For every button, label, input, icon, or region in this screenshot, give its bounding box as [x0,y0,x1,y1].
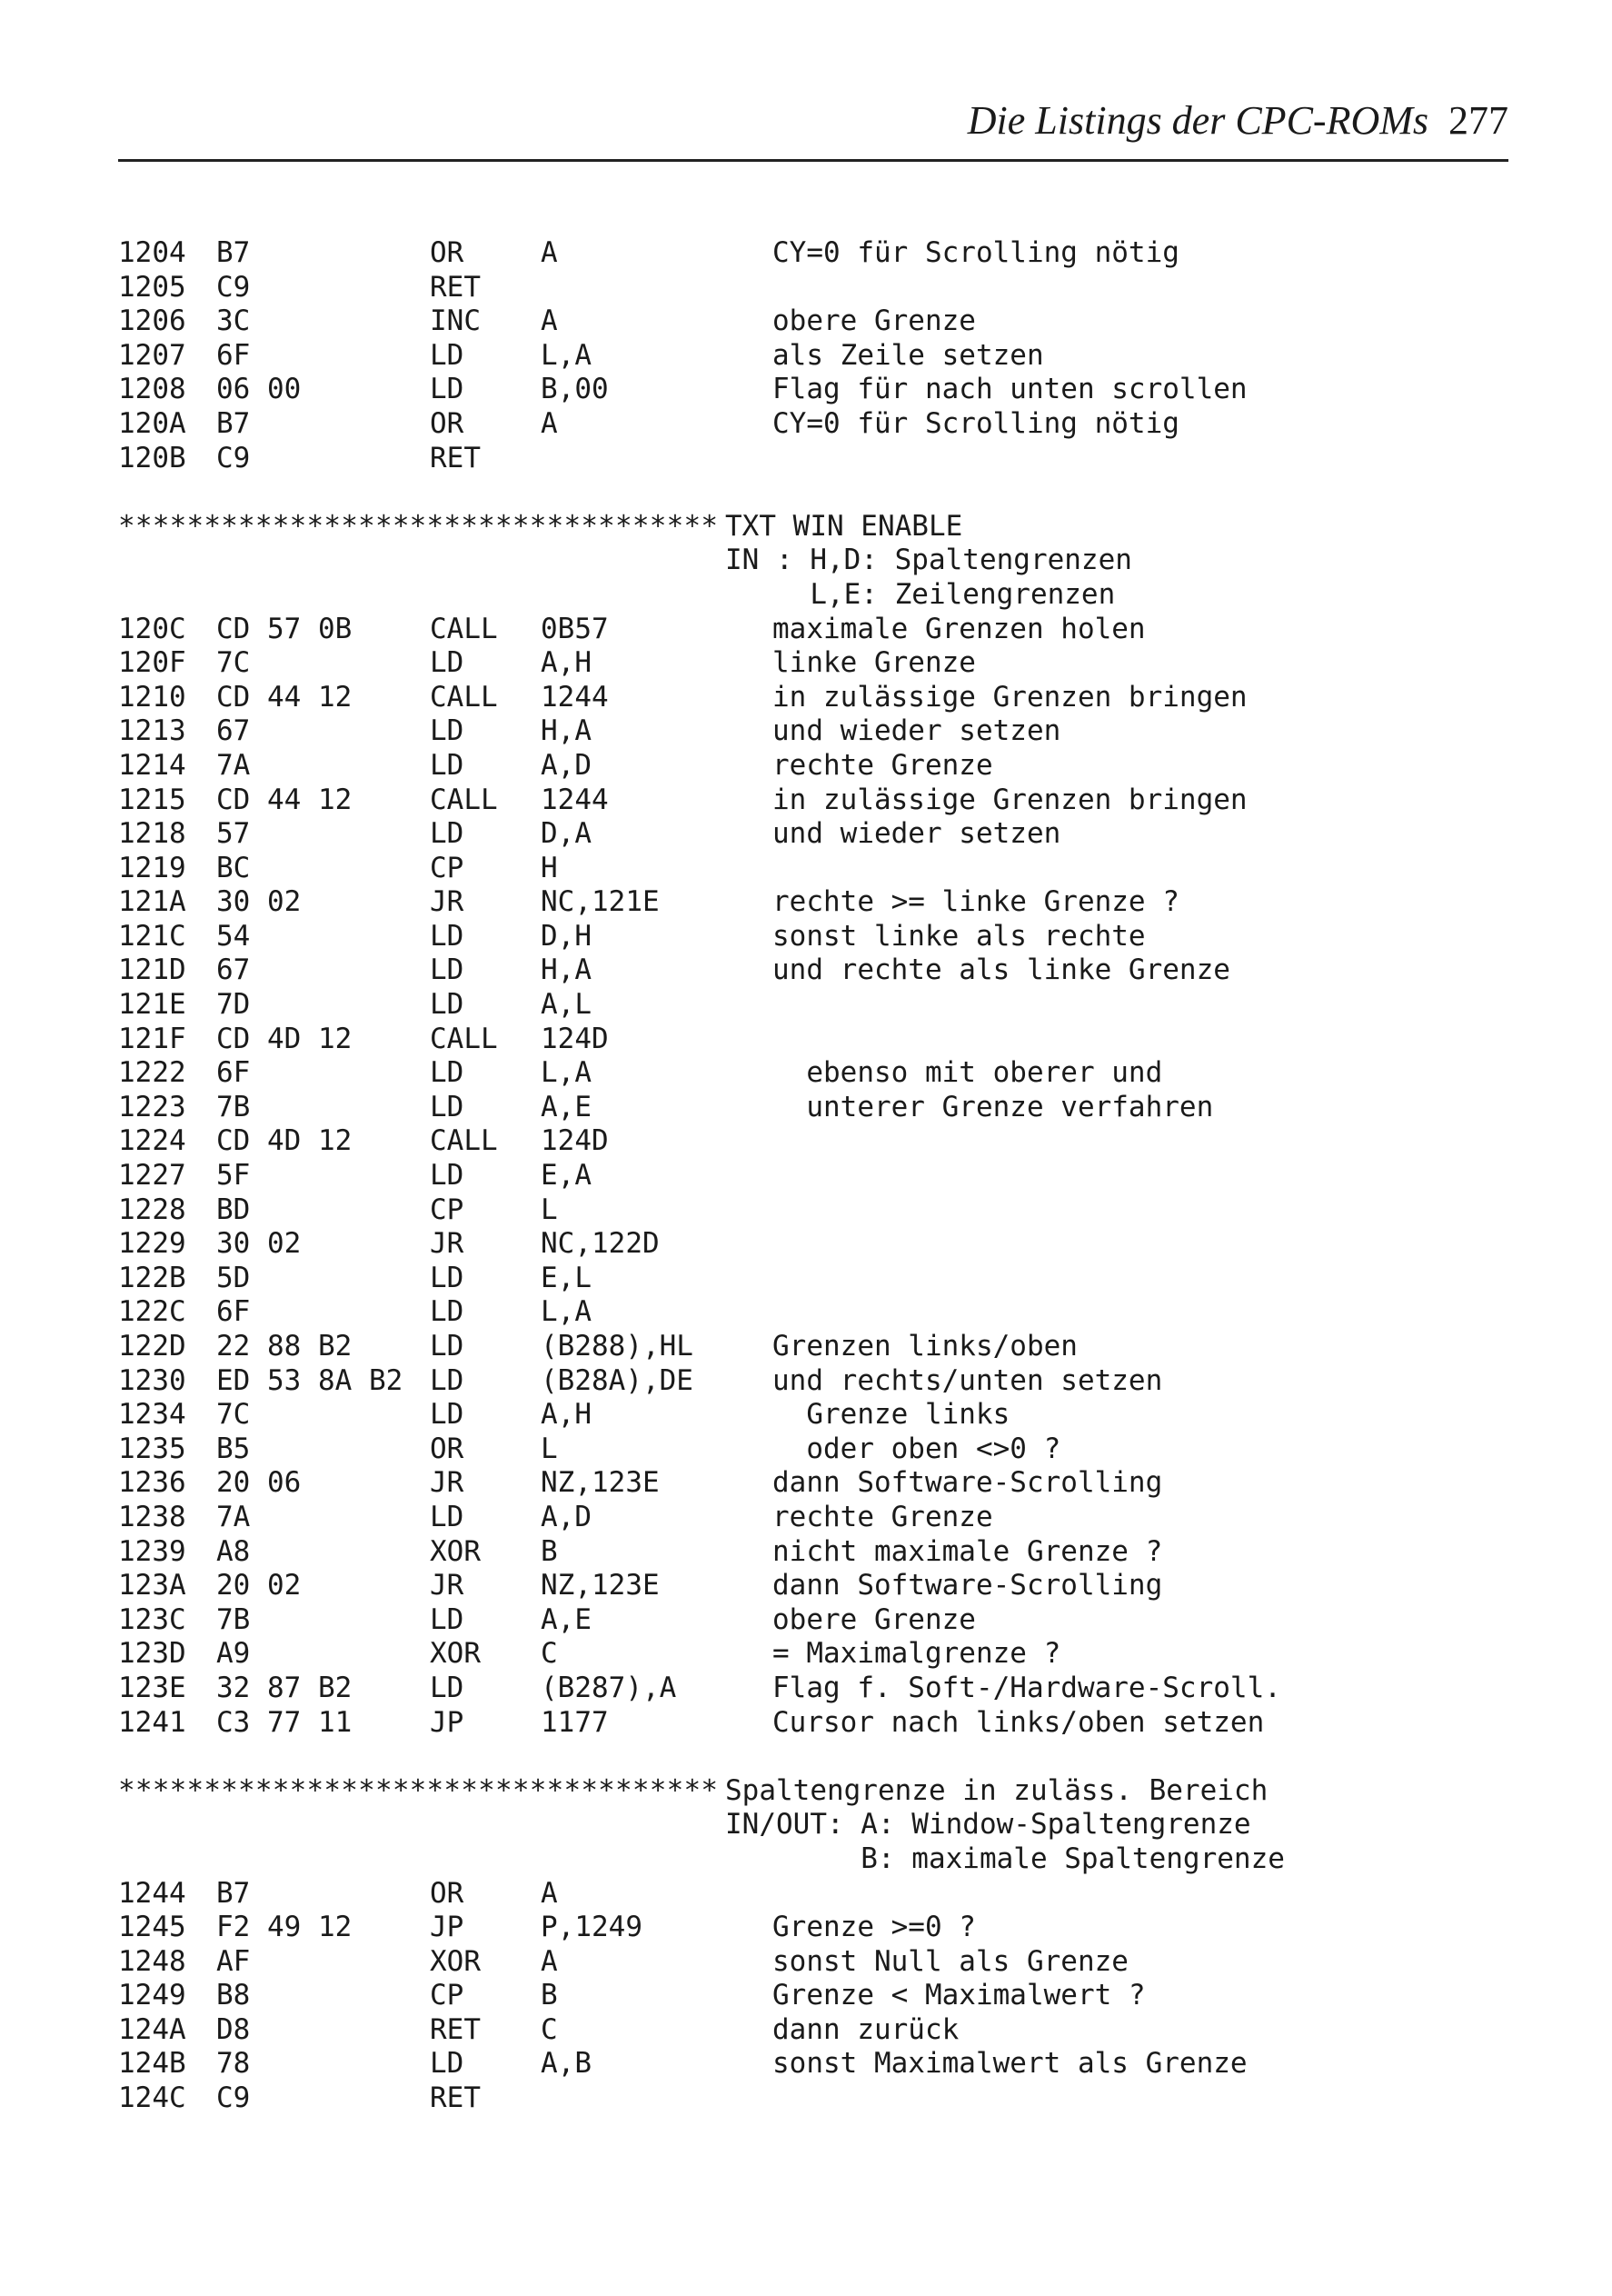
operand-cell: 124D [541,1124,609,1158]
address-cell: 1244 [118,1876,186,1910]
listing-row [118,271,1536,305]
listing-row [118,1091,1536,1125]
mnemonic-cell: JR [430,1466,464,1500]
opcode-bytes-cell: 3C [216,304,251,338]
mnemonic-cell: JR [430,1569,464,1602]
listing-row [118,2081,1536,2116]
separator-stars: *********************************** [118,509,719,543]
routine-header-line [118,1842,1536,1877]
comment-cell: Cursor nach links/oben setzen [772,1705,1265,1739]
mnemonic-cell: LD [430,817,464,851]
opcode-bytes-cell: C9 [216,270,251,304]
opcode-bytes-cell: C9 [216,441,251,474]
comment-cell: Grenze < Maximalwert ? [772,1979,1146,2012]
listing-block [118,1740,1536,2116]
comment-cell: Flag für nach unten scrollen [772,373,1248,406]
address-cell: 122B [118,1261,186,1294]
opcode-bytes-cell: B7 [216,1876,251,1910]
operand-cell: D,H [541,919,592,953]
operand-cell: B [541,1534,558,1568]
mnemonic-cell: CALL [430,680,498,714]
operand-cell: 1244 [541,783,609,816]
address-cell: 1214 [118,748,186,782]
mnemonic-cell: LD [430,1056,464,1090]
opcode-bytes-cell: 30 02 [216,1227,302,1261]
block-spacer [118,475,1536,510]
comment-cell: oder oben <>0 ? [772,1432,1061,1465]
listing-row [118,1330,1536,1364]
opcode-bytes-cell: BC [216,851,251,884]
opcode-bytes-cell: 7A [216,1500,251,1533]
address-cell: 1204 [118,236,186,269]
comment-cell: linke Grenze [772,646,976,680]
operand-cell: E,A [541,1159,592,1193]
address-cell: 1245 [118,1911,186,1944]
address-cell: 1223 [118,1090,186,1123]
comment-cell: als Zeile setzen [772,338,1044,372]
comment-cell: Grenze >=0 ? [772,1911,976,1944]
listing-row [118,1159,1536,1193]
routine-header-line [118,544,1536,578]
listing-row [118,1056,1536,1091]
mnemonic-cell: LD [430,1363,464,1397]
comment-cell: Grenze links [772,1398,1010,1432]
mnemonic-cell: JP [430,1911,464,1944]
listing-row [118,1911,1536,1945]
mnemonic-cell: CP [430,851,464,884]
mnemonic-cell: CALL [430,783,498,816]
mnemonic-cell: XOR [430,1637,481,1671]
address-cell: 1235 [118,1432,186,1465]
listing-row [118,988,1536,1023]
address-cell: 1234 [118,1398,186,1432]
address-cell: 124A [118,2012,186,2046]
address-cell: 123A [118,1569,186,1602]
listing-row [118,1603,1536,1638]
opcode-bytes-cell: 6F [216,1295,251,1329]
address-cell: 121E [118,988,186,1022]
operand-cell: C [541,2012,558,2046]
routine-header-text: Spaltengrenze in zuläss. Bereich [725,1773,1269,1807]
comment-cell: Grenzen links/oben [772,1330,1078,1363]
routine-header-line [118,578,1536,613]
operand-cell: 0B57 [541,612,609,645]
opcode-bytes-cell: 7A [216,748,251,782]
opcode-bytes-cell: C3 77 11 [216,1705,353,1739]
address-cell: 123E [118,1671,186,1704]
routine-header-text: L,E: Zeilengrenzen [725,577,1116,611]
opcode-bytes-cell: 67 [216,953,251,987]
mnemonic-cell: OR [430,1432,464,1465]
comment-cell: nicht maximale Grenze ? [772,1534,1163,1568]
listing-row [118,817,1536,852]
address-cell: 1222 [118,1056,186,1090]
operand-cell: A,E [541,1602,592,1636]
mnemonic-cell: LD [430,338,464,372]
listing-row [118,953,1536,988]
listing-row [118,749,1536,784]
operand-cell: (B288),HL [541,1330,693,1363]
operand-cell: 1177 [541,1705,609,1739]
operand-cell: A,H [541,1398,592,1432]
comment-cell: CY=0 für Scrolling nötig [772,406,1179,440]
listing-row [118,1672,1536,1706]
operand-cell: A,L [541,988,592,1022]
address-cell: 120C [118,612,186,645]
opcode-bytes-cell: 30 02 [216,885,302,919]
comment-cell: obere Grenze [772,1602,976,1636]
listing-row [118,1193,1536,1228]
mnemonic-cell: CP [430,1979,464,2012]
mnemonic-cell: OR [430,1876,464,1910]
mnemonic-cell: LD [430,646,464,680]
listing-row [118,339,1536,374]
listing-row [118,236,1536,271]
mnemonic-cell: CALL [430,1124,498,1158]
mnemonic-cell: RET [430,2012,481,2046]
address-cell: 1218 [118,817,186,851]
operand-cell: L [541,1432,558,1465]
operand-cell: A [541,1876,558,1910]
mnemonic-cell: OR [430,406,464,440]
address-cell: 124C [118,2081,186,2115]
listing-row [118,920,1536,954]
routine-header-text: TXT WIN ENABLE [725,509,963,543]
operand-cell: L,A [541,338,592,372]
listing-row [118,885,1536,920]
comment-cell: in zulässige Grenzen bringen [772,783,1248,816]
opcode-bytes-cell: 5F [216,1159,251,1193]
listing-row [118,1295,1536,1330]
address-cell: 120F [118,646,186,680]
operand-cell: C [541,1637,558,1671]
comment-cell: sonst linke als rechte [772,919,1146,953]
address-cell: 121C [118,919,186,953]
listing-row [118,1023,1536,1057]
opcode-bytes-cell: CD 44 12 [216,680,353,714]
operand-cell: (B287),A [541,1671,677,1704]
listing-row [118,1569,1536,1603]
mnemonic-cell: LD [430,1295,464,1329]
address-cell: 120A [118,406,186,440]
operand-cell: NC,122D [541,1227,660,1261]
opcode-bytes-cell: CD 4D 12 [216,1022,353,1055]
operand-cell: P,1249 [541,1911,642,1944]
opcode-bytes-cell: 67 [216,714,251,748]
opcode-bytes-cell: D8 [216,2012,251,2046]
listing-row [118,1877,1536,1912]
address-cell: 1228 [118,1193,186,1226]
operand-cell: NZ,123E [541,1466,660,1500]
listing-row [118,1364,1536,1399]
opcode-bytes-cell: 22 88 B2 [216,1330,353,1363]
operand-cell: B,00 [541,373,609,406]
opcode-bytes-cell: 54 [216,919,251,953]
running-head [968,95,1508,146]
address-cell: 123C [118,1602,186,1636]
mnemonic-cell: JR [430,885,464,919]
opcode-bytes-cell: CD 4D 12 [216,1124,353,1158]
listing-row [118,1535,1536,1570]
comment-cell: und wieder setzen [772,714,1061,748]
mnemonic-cell: LD [430,1159,464,1193]
address-cell: 121A [118,885,186,919]
listing-row [118,784,1536,818]
routine-header-text: IN : H,D: Spaltengrenzen [725,544,1132,577]
opcode-bytes-cell: B7 [216,406,251,440]
listing-row [118,2013,1536,2048]
opcode-bytes-cell: 7C [216,646,251,680]
operand-cell: D,A [541,817,592,851]
opcode-bytes-cell: ED 53 8A B2 [216,1363,403,1397]
operand-cell: A [541,406,558,440]
listing-row [118,1398,1536,1433]
listing-row [118,681,1536,715]
listing-row [118,1124,1536,1159]
operand-cell: 1244 [541,680,609,714]
address-cell: 1210 [118,680,186,714]
address-cell: 1206 [118,304,186,338]
comment-cell: und wieder setzen [772,817,1061,851]
operand-cell: H [541,851,558,884]
listing-row [118,1466,1536,1501]
operand-cell: (B28A),DE [541,1363,693,1397]
listing-block [118,236,1536,475]
opcode-bytes-cell: AF [216,1944,251,1978]
listing-row [118,2047,1536,2081]
operand-cell: H,A [541,953,592,987]
opcode-bytes-cell: 06 00 [216,373,302,406]
opcode-bytes-cell: C9 [216,2081,251,2115]
operand-cell: NC,121E [541,885,660,919]
comment-cell: und rechte als linke Grenze [772,953,1230,987]
routine-header-text: B: maximale Spaltengrenze [725,1842,1285,1875]
comment-cell: sonst Null als Grenze [772,1944,1129,1978]
opcode-bytes-cell: F2 49 12 [216,1911,353,1944]
comment-cell: rechte Grenze [772,748,993,782]
routine-header-text: IN/OUT: A: Window-Spaltengrenze [725,1808,1251,1842]
opcode-bytes-cell: 57 [216,817,251,851]
comment-cell: rechte >= linke Grenze ? [772,885,1179,919]
opcode-bytes-cell: 7D [216,988,251,1022]
opcode-bytes-cell: CD 57 0B [216,612,353,645]
operand-cell: NZ,123E [541,1569,660,1602]
opcode-bytes-cell: 5D [216,1261,251,1294]
opcode-bytes-cell: A8 [216,1534,251,1568]
opcode-bytes-cell: 6F [216,338,251,372]
address-cell: 1207 [118,338,186,372]
operand-cell: A,D [541,1500,592,1533]
opcode-bytes-cell: B5 [216,1432,251,1465]
mnemonic-cell: LD [430,1500,464,1533]
address-cell: 1224 [118,1124,186,1158]
mnemonic-cell: OR [430,236,464,269]
comment-cell: ebenso mit oberer und [772,1056,1163,1090]
mnemonic-cell: JP [430,1705,464,1739]
operand-cell: A,B [541,2047,592,2081]
opcode-bytes-cell: B8 [216,1979,251,2012]
address-cell: 1248 [118,1944,186,1978]
opcode-bytes-cell: 7B [216,1090,251,1123]
comment-cell: maximale Grenzen holen [772,612,1146,645]
listing-row [118,613,1536,647]
operand-cell: 124D [541,1022,609,1055]
mnemonic-cell: RET [430,270,481,304]
mnemonic-cell: CALL [430,1022,498,1055]
page-header [118,95,1508,162]
comment-cell: Flag f. Soft-/Hardware-Scroll. [772,1671,1281,1704]
address-cell: 121D [118,953,186,987]
comment-cell: dann Software-Scrolling [772,1569,1163,1602]
operand-cell: L [541,1193,558,1226]
address-cell: 1219 [118,851,186,884]
listing-row [118,852,1536,886]
mnemonic-cell: LD [430,1330,464,1363]
listing-row [118,442,1536,476]
mnemonic-cell: LD [430,714,464,748]
mnemonic-cell: JR [430,1227,464,1261]
opcode-bytes-cell: BD [216,1193,251,1226]
address-cell: 120B [118,441,186,474]
page-number: 277 [1448,98,1508,143]
listing-row [118,646,1536,681]
mnemonic-cell: LD [430,1398,464,1432]
address-cell: 1215 [118,783,186,816]
address-cell: 1227 [118,1159,186,1193]
address-cell: 122C [118,1295,186,1329]
assembly-listing [118,236,1536,2116]
listing-row [118,407,1536,442]
mnemonic-cell: LD [430,1671,464,1704]
opcode-bytes-cell: 20 02 [216,1569,302,1602]
operand-cell: A,H [541,646,592,680]
mnemonic-cell: LD [430,748,464,782]
opcode-bytes-cell: 6F [216,1056,251,1090]
mnemonic-cell: LD [430,1261,464,1294]
mnemonic-cell: CP [430,1193,464,1226]
listing-row [118,1501,1536,1535]
opcode-bytes-cell: B7 [216,236,251,269]
mnemonic-cell: RET [430,2081,481,2115]
mnemonic-cell: LD [430,1090,464,1123]
comment-cell: und rechts/unten setzen [772,1363,1163,1397]
operand-cell: A,E [541,1090,592,1123]
address-cell: 1205 [118,270,186,304]
operand-cell: A [541,236,558,269]
listing-row [118,1979,1536,2013]
routine-header [118,510,1536,544]
separator-stars: *********************************** [118,1773,719,1807]
operand-cell: H,A [541,714,592,748]
listing-row [118,1227,1536,1262]
listing-row [118,1433,1536,1467]
running-head-title: Die Listings der CPC-ROMs [967,98,1428,143]
routine-header [118,1774,1536,1809]
address-cell: 1239 [118,1534,186,1568]
address-cell: 1229 [118,1227,186,1261]
mnemonic-cell: XOR [430,1944,481,1978]
operand-cell: A,D [541,748,592,782]
listing-block [118,475,1536,1740]
comment-cell: sonst Maximalwert als Grenze [772,2047,1248,2081]
mnemonic-cell: LD [430,2047,464,2081]
mnemonic-cell: RET [430,441,481,474]
opcode-bytes-cell: 7C [216,1398,251,1432]
opcode-bytes-cell: 7B [216,1602,251,1636]
mnemonic-cell: LD [430,988,464,1022]
listing-row [118,304,1536,339]
comment-cell: rechte Grenze [772,1500,993,1533]
mnemonic-cell: LD [430,919,464,953]
address-cell: 1238 [118,1500,186,1533]
listing-row [118,1706,1536,1741]
routine-header-line [118,1808,1536,1842]
block-spacer [118,1740,1536,1774]
listing-row [118,714,1536,749]
comment-cell: CY=0 für Scrolling nötig [772,236,1179,269]
listing-row [118,1945,1536,1980]
listing-row [118,1637,1536,1672]
opcode-bytes-cell: 78 [216,2047,251,2081]
operand-cell: B [541,1979,558,2012]
operand-cell: L,A [541,1056,592,1090]
mnemonic-cell: LD [430,373,464,406]
address-cell: 1249 [118,1979,186,2012]
operand-cell: E,L [541,1261,592,1294]
opcode-bytes-cell: CD 44 12 [216,783,353,816]
comment-cell: dann zurück [772,2012,960,2046]
mnemonic-cell: XOR [430,1534,481,1568]
comment-cell: unterer Grenze verfahren [772,1090,1214,1123]
mnemonic-cell: LD [430,1602,464,1636]
comment-cell: dann Software-Scrolling [772,1466,1163,1500]
operand-cell: A [541,1944,558,1978]
mnemonic-cell: LD [430,953,464,987]
opcode-bytes-cell: 32 87 B2 [216,1671,353,1704]
opcode-bytes-cell: 20 06 [216,1466,302,1500]
address-cell: 1230 [118,1363,186,1397]
comment-cell: in zulässige Grenzen bringen [772,680,1248,714]
address-cell: 1236 [118,1466,186,1500]
address-cell: 124B [118,2047,186,2081]
mnemonic-cell: INC [430,304,481,338]
address-cell: 122D [118,1330,186,1363]
mnemonic-cell: CALL [430,612,498,645]
comment-cell: = Maximalgrenze ? [772,1637,1061,1671]
address-cell: 121F [118,1022,186,1055]
listing-row [118,373,1536,407]
listing-row [118,1262,1536,1296]
address-cell: 1241 [118,1705,186,1739]
operand-cell: L,A [541,1295,592,1329]
opcode-bytes-cell: A9 [216,1637,251,1671]
comment-cell: obere Grenze [772,304,976,338]
address-cell: 1213 [118,714,186,748]
address-cell: 123D [118,1637,186,1671]
operand-cell: A [541,304,558,338]
address-cell: 1208 [118,373,186,406]
